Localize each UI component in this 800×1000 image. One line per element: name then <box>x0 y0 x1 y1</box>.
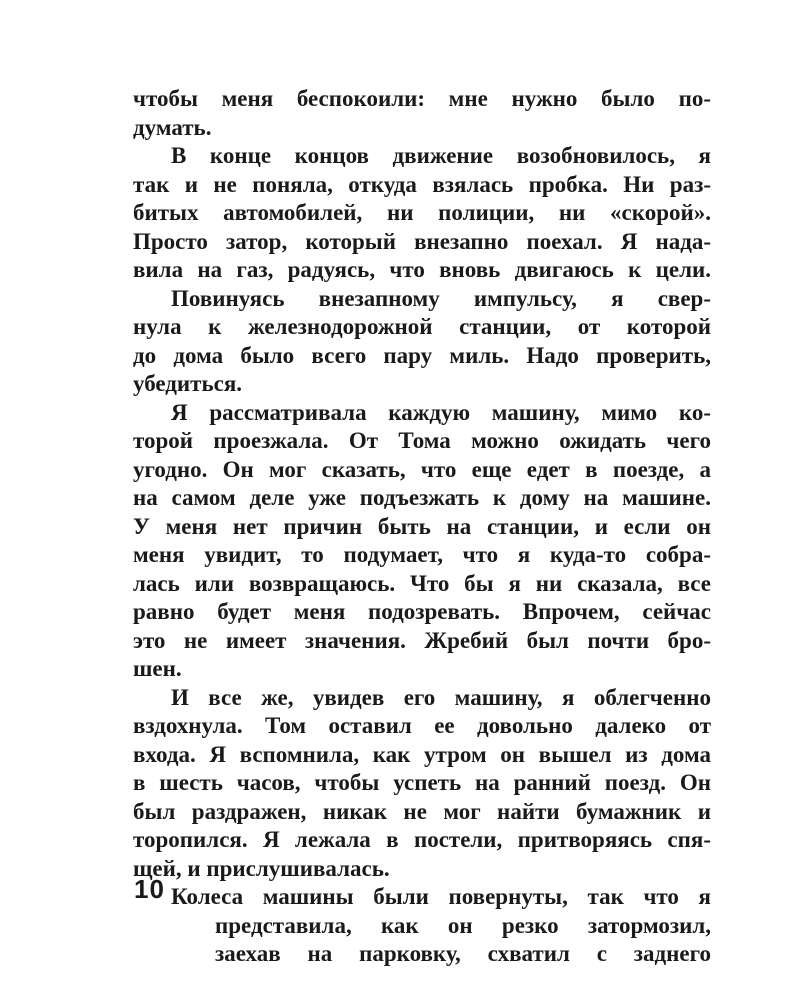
text-line: вила на газ, радуясь, что вновь двигаюсь к цели. <box>133 257 711 282</box>
text-line: шен. <box>133 656 182 681</box>
text-line: думать. <box>133 114 212 140</box>
page-body-text <box>133 85 711 969</box>
text-line: щей, и прислушивалась. <box>133 855 390 881</box>
text-line: Повинуясь внезапному импульсу, я свер- <box>171 285 711 311</box>
text-line: это не имеет значения. Жребий был почти бро- <box>133 627 711 653</box>
text-line: угодно. Он мог сказать, что еще едет в поезде, а <box>133 456 711 482</box>
text-line: заехав на парковку, схватил с заднего <box>215 941 711 966</box>
text-line: равно будет меня подозревать. Впрочем, сейчас <box>133 599 711 624</box>
text-line: вздохнула. Том оставил ее довольно далеко от <box>133 713 711 738</box>
text-line: торопился. Я лежала в постели, притворяясь спя- <box>133 827 711 852</box>
text-line: битых автомобилей, ни полиции, ни «скорой». <box>133 200 711 225</box>
text-line: нула к железнодорожной станции, от которой <box>133 314 711 339</box>
text-line: на самом деле уже подъезжать к дому на машине. <box>133 485 711 510</box>
text-line: Колеса машины были повернуты, так что я <box>171 884 711 909</box>
text-line: торой проезжала. От Тома можно ожидать чего <box>133 428 711 453</box>
text-line: до дома было всего пару миль. Надо проверить, <box>133 342 711 368</box>
text-line: убедиться. <box>133 371 243 396</box>
text-line: в шесть часов, чтобы успеть на ранний поезд. Он <box>133 770 711 795</box>
text-line: был раздражен, никак не мог найти бумажник и <box>133 798 711 824</box>
text-line: так и не поняла, откуда взялась пробка. Ни раз- <box>133 171 711 197</box>
page-number: 10 <box>134 874 165 904</box>
text-line: чтобы меня беспокоили: мне нужно было по- <box>133 86 711 111</box>
text-line: меня увидит, то подумает, что я куда-то собра- <box>133 542 711 567</box>
text-line: представила, как он резко затормозил, <box>215 912 711 938</box>
text-line: входа. Я вспомнила, как утром он вышел из дома <box>133 741 711 767</box>
text-line: У меня нет причин быть на станции, и если он <box>133 513 711 539</box>
text-line: И все же, увидев его машину, я облегченно <box>171 684 711 710</box>
text-line: Я рассматривала каждую машину, мимо ко- <box>171 399 711 425</box>
text-line: В конце концов движение возобновилось, я <box>171 143 711 168</box>
text-line: Просто затор, который внезапно поехал. Я нада- <box>133 228 711 254</box>
text-line: лась или возвращаюсь. Что бы я ни сказала, все <box>133 570 711 596</box>
